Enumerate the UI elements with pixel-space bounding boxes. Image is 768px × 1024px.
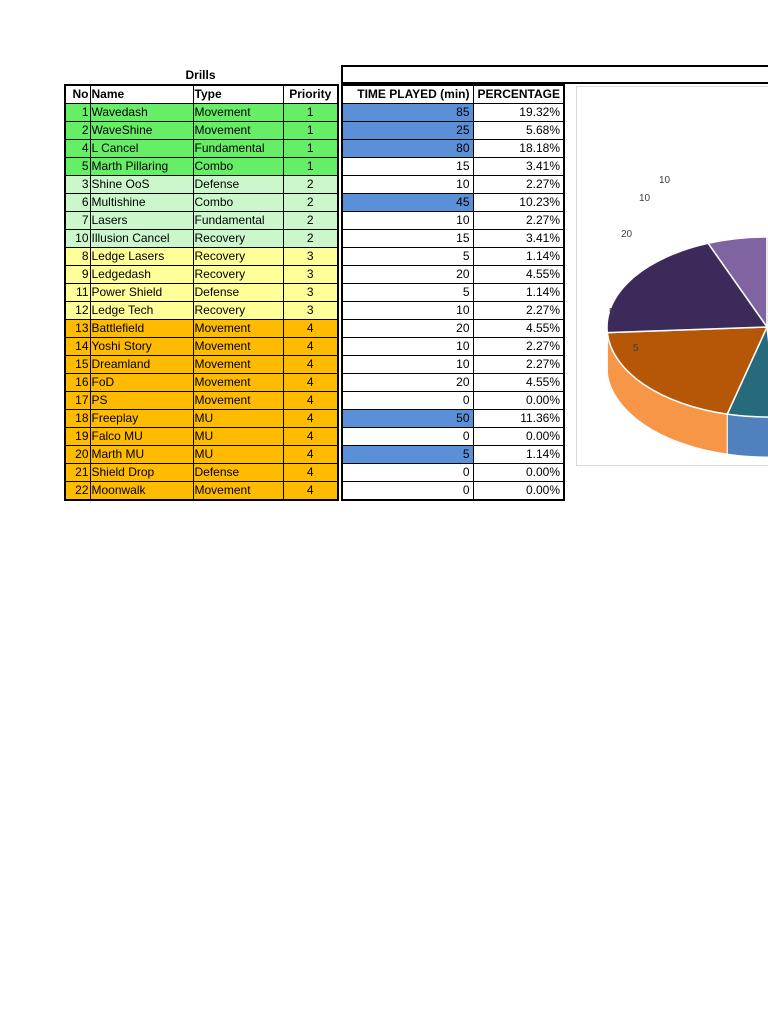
time-row (342, 410, 564, 428)
drill-name-cell[interactable]: Lasers (90, 212, 193, 230)
drill-priority-cell[interactable]: 4 (283, 464, 338, 482)
drill-row (65, 374, 338, 392)
drill-name-cell[interactable]: Power Shield (90, 284, 193, 302)
drill-row (65, 446, 338, 464)
drill-name-cell[interactable]: Multishine (90, 194, 193, 212)
percentage-cell[interactable]: 3.41% (473, 158, 564, 176)
time-header-row (342, 85, 564, 104)
percentage-cell[interactable]: 18.18% (473, 140, 564, 158)
drill-no-cell[interactable]: 6 (65, 194, 90, 212)
header-time-played[interactable]: TIME PLAYED (min) (342, 85, 473, 104)
drill-type-cell[interactable]: Combo (193, 194, 283, 212)
time-table (341, 84, 565, 501)
percentage-cell[interactable]: 0.00% (473, 482, 564, 501)
drill-row (65, 122, 338, 140)
drill-no-cell[interactable]: 13 (65, 320, 90, 338)
drill-row (65, 212, 338, 230)
drill-row (65, 356, 338, 374)
percentage-cell[interactable]: 2.27% (473, 338, 564, 356)
drill-priority-cell[interactable]: 3 (283, 302, 338, 320)
drills-header-row (65, 85, 338, 104)
drill-name-cell[interactable]: WaveShine (90, 122, 193, 140)
time-played-cell[interactable]: 0 (342, 464, 473, 482)
header-type[interactable]: Type (193, 85, 283, 104)
drills-table (64, 84, 339, 501)
percentage-cell[interactable]: 5.68% (473, 122, 564, 140)
drill-row (65, 410, 338, 428)
time-played-cell[interactable]: 15 (342, 158, 473, 176)
pie-data-label: 20 (621, 229, 633, 240)
drill-type-cell[interactable]: Movement (193, 356, 283, 374)
percentage-cell[interactable]: 2.27% (473, 356, 564, 374)
drill-type-cell[interactable]: Fundamental (193, 212, 283, 230)
drill-name-cell[interactable]: L Cancel (90, 140, 193, 158)
drill-name-cell[interactable]: Shield Drop (90, 464, 193, 482)
pie-data-label: 10 (659, 175, 671, 186)
pie-chart-canvas (577, 87, 768, 466)
drill-type-cell[interactable]: Defense (193, 284, 283, 302)
drill-row (65, 194, 338, 212)
drill-no-cell[interactable]: 2 (65, 122, 90, 140)
drill-name-cell[interactable]: Ledgedash (90, 266, 193, 284)
drill-row (65, 338, 338, 356)
drill-type-cell[interactable]: MU (193, 410, 283, 428)
drill-type-cell[interactable]: Defense (193, 464, 283, 482)
drill-type-cell[interactable]: Movement (193, 482, 283, 501)
drill-name-cell[interactable]: Moonwalk (90, 482, 193, 501)
drill-row (65, 284, 338, 302)
drill-no-cell[interactable]: 21 (65, 464, 90, 482)
drill-no-cell[interactable]: 11 (65, 284, 90, 302)
time-played-cell[interactable]: 5 (342, 248, 473, 266)
drill-type-cell[interactable]: Movement (193, 104, 283, 122)
drill-no-cell[interactable]: 14 (65, 338, 90, 356)
drill-name-cell[interactable]: Ledge Lasers (90, 248, 193, 266)
drill-row (65, 302, 338, 320)
drill-priority-cell[interactable]: 4 (283, 392, 338, 410)
drill-type-cell[interactable]: Defense (193, 176, 283, 194)
drill-priority-cell[interactable]: 4 (283, 446, 338, 464)
time-row (342, 320, 564, 338)
time-row (342, 482, 564, 501)
time-row (342, 356, 564, 374)
time-row (342, 374, 564, 392)
drill-no-cell[interactable]: 10 (65, 230, 90, 248)
drill-priority-cell[interactable]: 4 (283, 374, 338, 392)
drill-type-cell[interactable]: Fundamental (193, 140, 283, 158)
drill-priority-cell[interactable]: 4 (283, 410, 338, 428)
percentage-cell[interactable]: 0.00% (473, 392, 564, 410)
drill-type-cell[interactable]: Movement (193, 122, 283, 140)
drill-name-cell[interactable]: Battlefield (90, 320, 193, 338)
drill-priority-cell[interactable]: 4 (283, 428, 338, 446)
percentage-cell[interactable]: 0.00% (473, 464, 564, 482)
drill-name-cell[interactable]: Marth Pillaring (90, 158, 193, 176)
drill-name-cell[interactable]: Ledge Tech (90, 302, 193, 320)
drill-priority-cell[interactable]: 4 (283, 320, 338, 338)
drill-row (65, 464, 338, 482)
percentage-cell[interactable]: 4.55% (473, 320, 564, 338)
drill-priority-cell[interactable]: 1 (283, 104, 338, 122)
time-row (342, 140, 564, 158)
time-played-cell[interactable]: 5 (342, 446, 473, 464)
drill-no-cell[interactable]: 22 (65, 482, 90, 501)
time-row (342, 266, 564, 284)
drill-no-cell[interactable]: 4 (65, 140, 90, 158)
drill-no-cell[interactable]: 1 (65, 104, 90, 122)
drill-no-cell[interactable]: 5 (65, 158, 90, 176)
time-row (342, 104, 564, 122)
percentage-cell[interactable]: 3.41% (473, 230, 564, 248)
drill-no-cell[interactable]: 12 (65, 302, 90, 320)
drill-type-cell[interactable]: Recovery (193, 266, 283, 284)
drill-priority-cell[interactable]: 2 (283, 176, 338, 194)
time-played-cell[interactable]: 0 (342, 428, 473, 446)
time-row (342, 284, 564, 302)
drill-no-cell[interactable]: 19 (65, 428, 90, 446)
drill-row (65, 158, 338, 176)
drill-name-cell[interactable]: Illusion Cancel (90, 230, 193, 248)
time-row (342, 212, 564, 230)
drill-row (65, 176, 338, 194)
drill-no-cell[interactable]: 20 (65, 446, 90, 464)
drill-type-cell[interactable]: MU (193, 446, 283, 464)
time-row (342, 158, 564, 176)
pie-slice-side (727, 414, 768, 457)
drill-row (65, 320, 338, 338)
time-played-cell[interactable]: 0 (342, 482, 473, 501)
percentage-cell[interactable]: 11.36% (473, 410, 564, 428)
drill-type-cell[interactable]: Movement (193, 338, 283, 356)
time-played-cell[interactable]: 45 (342, 194, 473, 212)
drill-name-cell[interactable]: Falco MU (90, 428, 193, 446)
drill-name-cell[interactable]: PS (90, 392, 193, 410)
header-name[interactable]: Name (90, 85, 193, 104)
pie-data-label: 5 (633, 343, 639, 354)
drill-name-cell[interactable]: Yoshi Story (90, 338, 193, 356)
drill-name-cell[interactable]: FoD (90, 374, 193, 392)
percentage-cell[interactable]: 1.14% (473, 446, 564, 464)
drill-priority-cell[interactable]: 1 (283, 140, 338, 158)
drill-priority-cell[interactable]: 1 (283, 158, 338, 176)
percentage-cell[interactable]: 2.27% (473, 302, 564, 320)
pie-data-label: 10 (639, 193, 651, 204)
drill-name-cell[interactable]: Freeplay (90, 410, 193, 428)
drill-priority-cell[interactable]: 4 (283, 338, 338, 356)
drill-priority-cell[interactable]: 2 (283, 230, 338, 248)
drill-row (65, 248, 338, 266)
drill-priority-cell[interactable]: 4 (283, 482, 338, 501)
drill-no-cell[interactable]: 16 (65, 374, 90, 392)
drill-priority-cell[interactable]: 3 (283, 284, 338, 302)
time-played-cell[interactable]: 85 (342, 104, 473, 122)
drill-row (65, 140, 338, 158)
time-row (342, 230, 564, 248)
time-row (342, 392, 564, 410)
time-played-cell[interactable]: 20 (342, 266, 473, 284)
percentage-cell[interactable]: 10.23% (473, 194, 564, 212)
pie-data-label: 5 (609, 307, 615, 318)
drill-type-cell[interactable]: Combo (193, 158, 283, 176)
time-played-cell[interactable]: 10 (342, 212, 473, 230)
drill-priority-cell[interactable]: 3 (283, 266, 338, 284)
drill-no-cell[interactable]: 15 (65, 356, 90, 374)
drill-priority-cell[interactable]: 2 (283, 212, 338, 230)
time-played-cell[interactable]: 10 (342, 338, 473, 356)
drill-row (65, 482, 338, 501)
drill-type-cell[interactable]: Movement (193, 374, 283, 392)
time-row (342, 176, 564, 194)
time-played-cell[interactable]: 20 (342, 320, 473, 338)
time-played-cell[interactable]: 10 (342, 356, 473, 374)
percentage-cell[interactable]: 0.00% (473, 428, 564, 446)
drill-no-cell[interactable]: 17 (65, 392, 90, 410)
drills-title: Drills (185, 68, 216, 82)
time-played-cell[interactable]: 5 (342, 284, 473, 302)
time-played-cell[interactable]: 25 (342, 122, 473, 140)
pie-chart[interactable] (576, 86, 768, 466)
time-row (342, 194, 564, 212)
drill-name-cell[interactable]: Dreamland (90, 356, 193, 374)
percentage-cell[interactable]: 19.32% (473, 104, 564, 122)
time-played-cell[interactable]: 10 (342, 176, 473, 194)
drill-no-cell[interactable]: 18 (65, 410, 90, 428)
drill-type-cell[interactable]: Movement (193, 392, 283, 410)
percentage-cell[interactable]: 1.14% (473, 284, 564, 302)
percentage-cell[interactable]: 4.55% (473, 374, 564, 392)
drill-row (65, 230, 338, 248)
drill-no-cell[interactable]: 3 (65, 176, 90, 194)
time-row (342, 464, 564, 482)
time-section-header (341, 65, 768, 84)
time-played-cell[interactable]: 10 (342, 302, 473, 320)
time-row (342, 248, 564, 266)
header-priority[interactable]: Priority (283, 85, 338, 104)
time-row (342, 428, 564, 446)
drill-row (65, 104, 338, 122)
percentage-cell[interactable]: 2.27% (473, 212, 564, 230)
time-played-cell[interactable]: 20 (342, 374, 473, 392)
percentage-cell[interactable]: 4.55% (473, 266, 564, 284)
drill-type-cell[interactable]: Recovery (193, 248, 283, 266)
drill-priority-cell[interactable]: 3 (283, 248, 338, 266)
time-played-cell[interactable]: 50 (342, 410, 473, 428)
drill-priority-cell[interactable]: 1 (283, 122, 338, 140)
drill-row (65, 428, 338, 446)
drill-priority-cell[interactable]: 4 (283, 356, 338, 374)
drill-row (65, 266, 338, 284)
drill-row (65, 392, 338, 410)
time-played-cell[interactable]: 80 (342, 140, 473, 158)
drill-no-cell[interactable]: 9 (65, 266, 90, 284)
drill-no-cell[interactable]: 7 (65, 212, 90, 230)
header-percentage[interactable]: PERCENTAGE (473, 85, 564, 104)
drill-type-cell[interactable]: MU (193, 428, 283, 446)
drill-name-cell[interactable]: Shine OoS (90, 176, 193, 194)
time-row (342, 446, 564, 464)
drill-no-cell[interactable]: 8 (65, 248, 90, 266)
time-played-cell[interactable]: 0 (342, 392, 473, 410)
time-row (342, 338, 564, 356)
drill-name-cell[interactable]: Marth MU (90, 446, 193, 464)
time-played-cell[interactable]: 15 (342, 230, 473, 248)
drill-priority-cell[interactable]: 2 (283, 194, 338, 212)
drill-name-cell[interactable]: Wavedash (90, 104, 193, 122)
header-no[interactable]: No (65, 85, 90, 104)
time-row (342, 122, 564, 140)
percentage-cell[interactable]: 1.14% (473, 248, 564, 266)
time-row (342, 302, 564, 320)
drill-type-cell[interactable]: Movement (193, 320, 283, 338)
drill-type-cell[interactable]: Recovery (193, 230, 283, 248)
drill-type-cell[interactable]: Recovery (193, 302, 283, 320)
percentage-cell[interactable]: 2.27% (473, 176, 564, 194)
